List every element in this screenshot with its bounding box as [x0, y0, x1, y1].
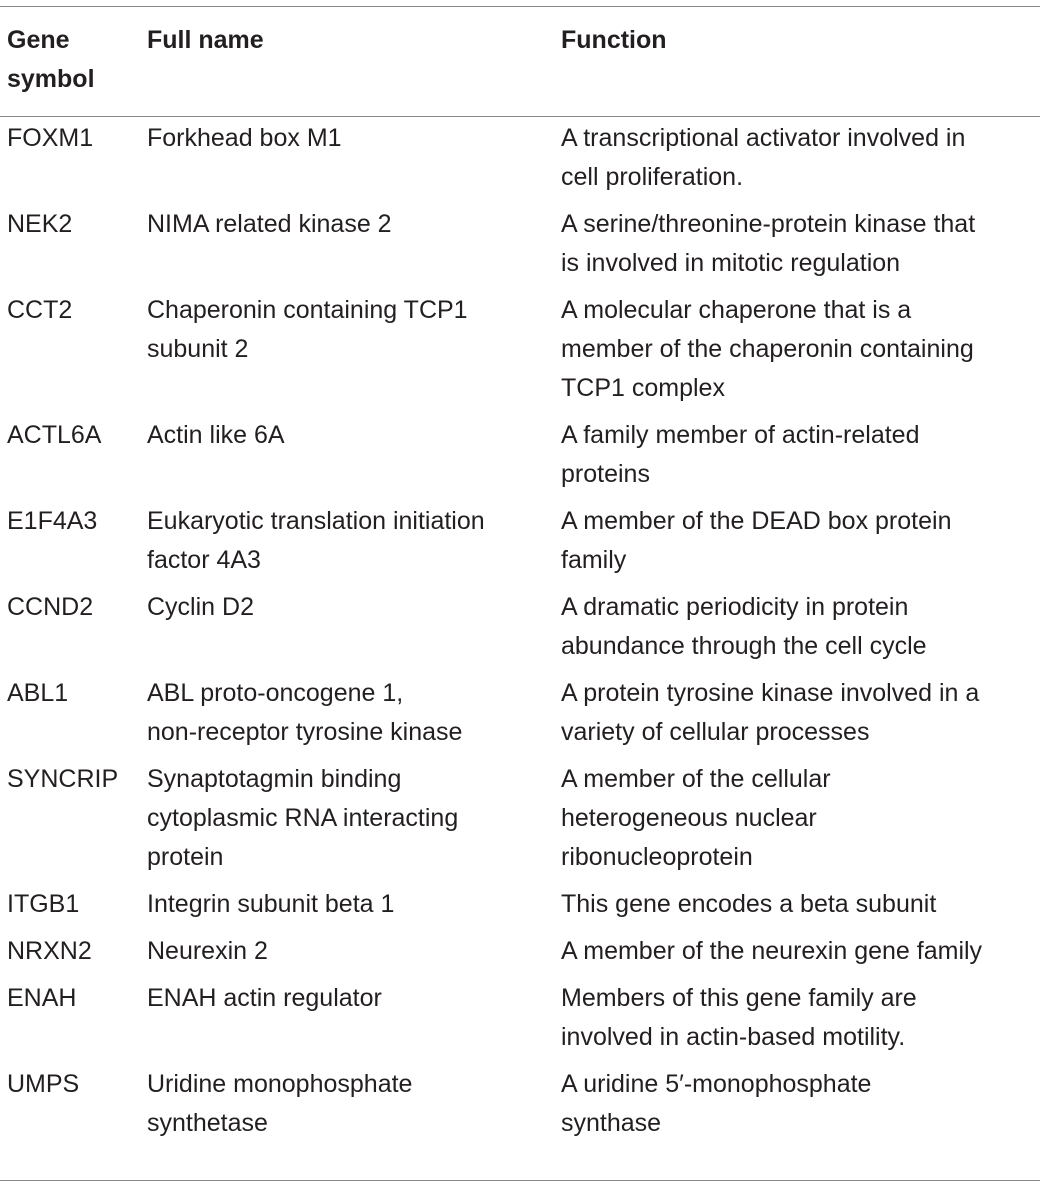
function-cell [554, 588, 1040, 674]
table-row [0, 588, 1040, 674]
table-row [0, 674, 1040, 760]
function-line: A protein tyrosine kinase involved in a [561, 679, 980, 707]
function-line: A member of the cellular [561, 765, 831, 793]
table-row [0, 760, 1040, 885]
function-line: involved in actin-based motility. [561, 1023, 906, 1051]
gene-symbol-cell: ABL1 [7, 679, 69, 707]
full-name-line: factor 4A3 [147, 546, 261, 574]
table-header [0, 0, 1040, 99]
table-body [0, 99, 1040, 1151]
full-name-cell [140, 99, 554, 205]
table-row [0, 1065, 1040, 1151]
function-cell [554, 99, 1040, 205]
full-name-line: protein [147, 843, 224, 871]
full-name-cell [140, 588, 554, 674]
header-gene-symbol-line-2: symbol [7, 65, 95, 93]
function-line: A member of the DEAD box protein [561, 507, 952, 535]
full-name-line: subunit 2 [147, 335, 249, 363]
full-name-cell [140, 291, 554, 416]
table-row [0, 932, 1040, 979]
full-name-cell [140, 979, 554, 1065]
header-function: Function [561, 26, 667, 54]
function-line: A serine/threonine-protein kinase that [561, 210, 976, 238]
table-row [0, 885, 1040, 932]
full-name-line: Cyclin D2 [147, 593, 254, 621]
full-name-cell [140, 674, 554, 760]
function-line: variety of cellular processes [561, 718, 870, 746]
function-line: Members of this gene family are [561, 984, 917, 1012]
header-row [0, 0, 1040, 99]
function-line: ribonucleoprotein [561, 843, 753, 871]
gene-symbol-cell: NRXN2 [7, 937, 92, 965]
gene-symbol-cell: CCT2 [7, 296, 73, 324]
function-line: A molecular chaperone that is a [561, 296, 912, 324]
full-name-line: ENAH actin regulator [147, 984, 382, 1012]
full-name-cell [140, 1065, 554, 1151]
header-full-name: Full name [147, 26, 264, 54]
table-row [0, 979, 1040, 1065]
gene-symbol-cell: ITGB1 [7, 890, 80, 918]
header-gene-symbol-line-1: Gene [7, 26, 70, 54]
full-name-line: Actin like 6A [147, 421, 285, 449]
full-name-cell [140, 205, 554, 291]
full-name-cell [140, 885, 554, 932]
full-name-line: synthetase [147, 1109, 268, 1137]
function-cell [554, 760, 1040, 885]
function-line: family [561, 546, 627, 574]
full-name-line: cytoplasmic RNA interacting [147, 804, 459, 832]
gene-symbol-cell: SYNCRIP [7, 765, 119, 793]
table-row [0, 291, 1040, 416]
function-cell [554, 885, 1040, 932]
bottom-rule [0, 1180, 1040, 1181]
full-name-line: Eukaryotic translation initiation [147, 507, 485, 535]
function-line: A transcriptional activator involved in [561, 124, 966, 152]
table-row [0, 205, 1040, 291]
full-name-line: Chaperonin containing TCP1 [147, 296, 468, 324]
gene-symbol-cell: ENAH [7, 984, 77, 1012]
gene-symbol-cell: NEK2 [7, 210, 73, 238]
function-line: proteins [561, 460, 650, 488]
full-name-line: ABL proto-oncogene 1, [147, 679, 404, 707]
function-cell [554, 674, 1040, 760]
table-row [0, 99, 1040, 205]
function-cell [554, 502, 1040, 588]
function-line: cell proliferation. [561, 163, 744, 191]
function-cell [554, 291, 1040, 416]
function-cell [554, 1065, 1040, 1151]
function-cell [554, 205, 1040, 291]
full-name-cell [140, 416, 554, 502]
full-name-line: Synaptotagmin binding [147, 765, 402, 793]
function-line: A uridine 5′-monophosphate [561, 1070, 872, 1098]
full-name-cell [140, 760, 554, 885]
full-name-line: non-receptor tyrosine kinase [147, 718, 463, 746]
function-cell [554, 932, 1040, 979]
full-name-line: NIMA related kinase 2 [147, 210, 392, 238]
function-line: synthase [561, 1109, 662, 1137]
gene-symbol-cell: ACTL6A [7, 421, 102, 449]
header-gene-symbol [0, 0, 140, 99]
full-name-cell [140, 932, 554, 979]
function-line: member of the chaperonin containing [561, 335, 974, 363]
function-line: is involved in mitotic regulation [561, 249, 901, 277]
function-line: A dramatic periodicity in protein [561, 593, 909, 621]
gene-symbol-cell: CCND2 [7, 593, 94, 621]
function-cell [554, 979, 1040, 1065]
full-name-line: Integrin subunit beta 1 [147, 890, 395, 918]
full-name-line: Uridine monophosphate [147, 1070, 413, 1098]
function-line: A member of the neurexin gene family [561, 937, 983, 965]
function-line: TCP1 complex [561, 374, 725, 402]
gene-symbol-cell: UMPS [7, 1070, 80, 1098]
gene-symbol-cell: FOXM1 [7, 124, 94, 152]
full-name-line: Forkhead box M1 [147, 124, 342, 152]
table-row [0, 416, 1040, 502]
function-cell [554, 416, 1040, 502]
function-line: A family member of actin-related [561, 421, 920, 449]
function-line: heterogeneous nuclear [561, 804, 817, 832]
full-name-line: Neurexin 2 [147, 937, 268, 965]
function-line: abundance through the cell cycle [561, 632, 927, 660]
full-name-cell [140, 502, 554, 588]
gene-symbol-cell: E1F4A3 [7, 507, 98, 535]
table-row [0, 502, 1040, 588]
function-line: This gene encodes a beta subunit [561, 890, 937, 918]
